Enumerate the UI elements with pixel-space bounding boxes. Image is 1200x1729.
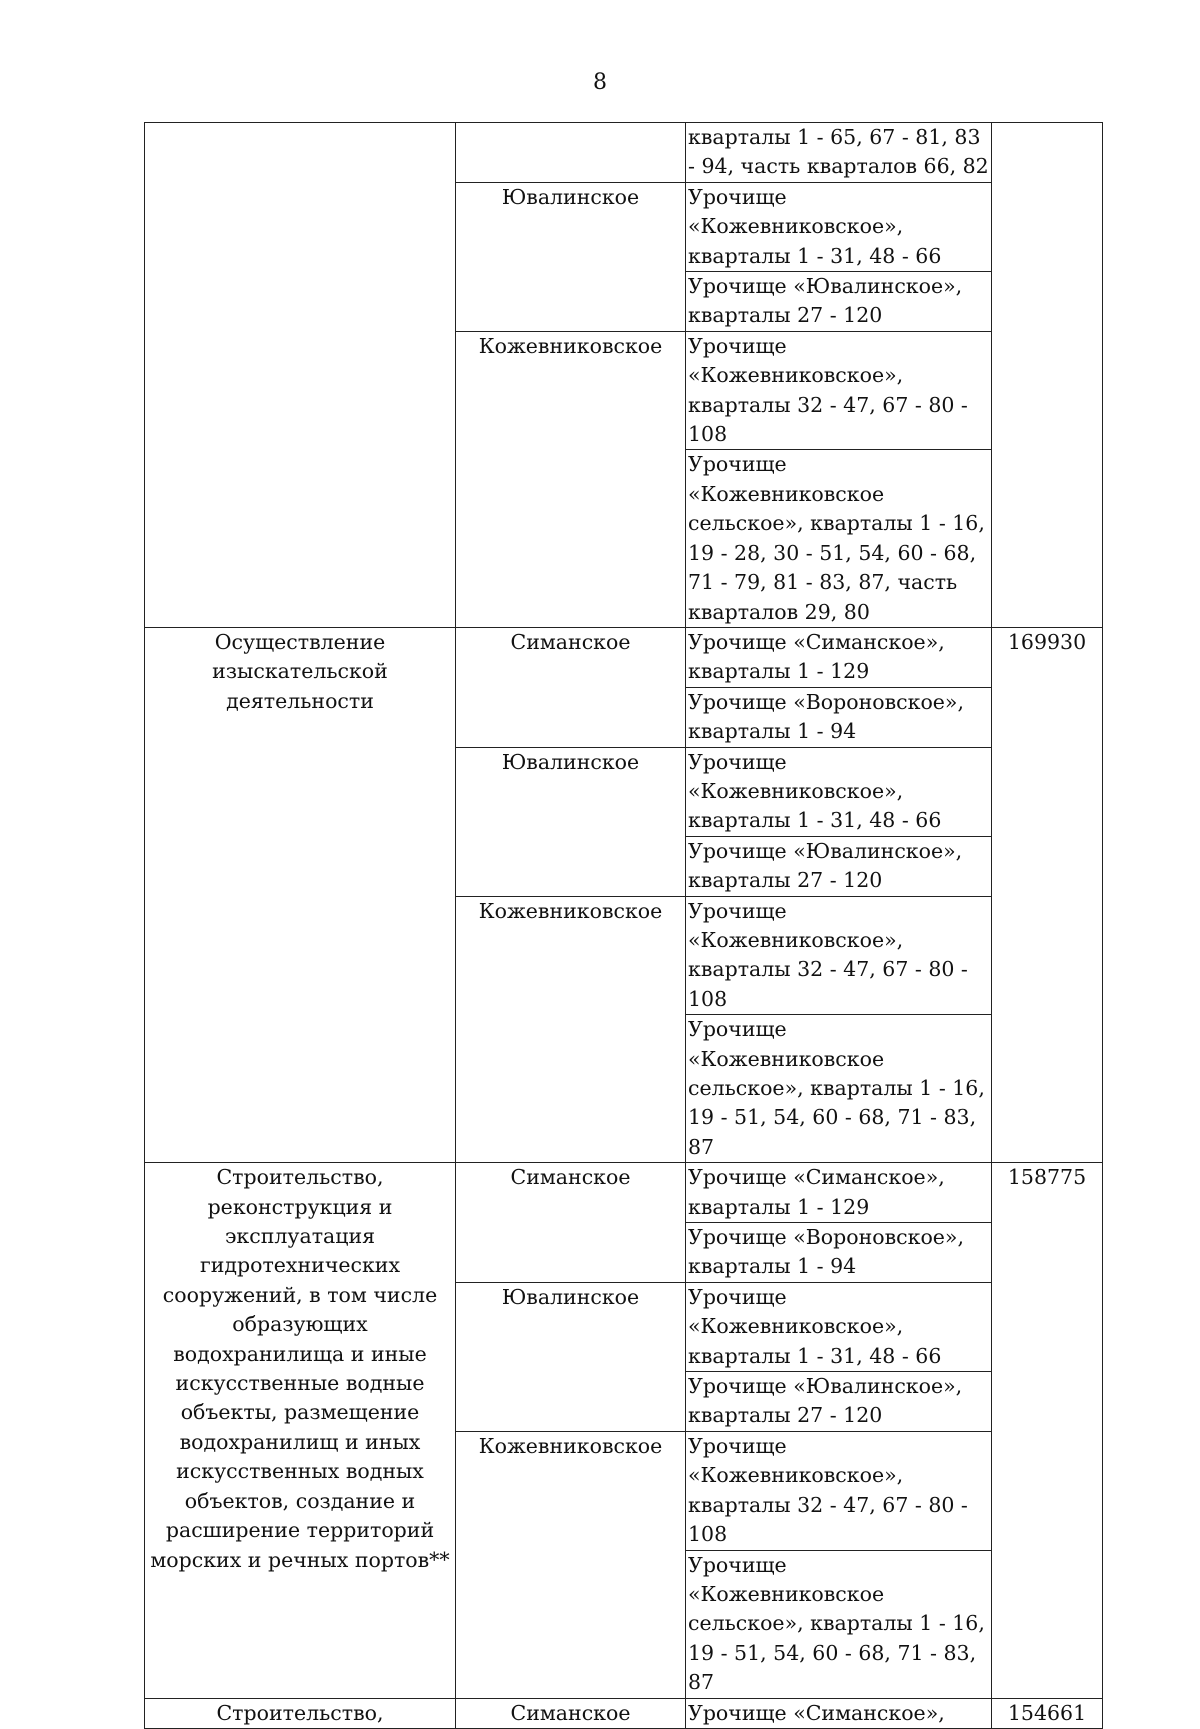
settlement-cell: Симанское xyxy=(456,1163,686,1283)
settlement-cell: Ювалинское xyxy=(456,182,686,331)
page-number: 8 xyxy=(593,70,607,95)
settlement-cell: Ювалинское xyxy=(456,747,686,896)
location-cell: Урочище «Кожевниковское», кварталы 32 - 47, 67 - 80 - 108 xyxy=(686,1431,992,1550)
settlement-cell: Кожевниковское xyxy=(456,1431,686,1698)
location-cell: кварталы 1 - 65, 67 - 81, 83 - 94, часть кварталов 66, 82 xyxy=(686,123,992,183)
location-cell: Урочище «Кожевниковское сельское», кварталы 1 - 16, 19 - 28, 30 - 51, 54, 60 - 68, 71 - 79, 81 - 83, 87, часть кварталов 29, 80 xyxy=(686,450,992,627)
area-cell: 158775 xyxy=(992,1163,1103,1698)
location-cell: Урочище «Кожевниковское», кварталы 32 - 47, 67 - 80 - 108 xyxy=(686,896,992,1015)
activity-cell: Строительство, xyxy=(145,1698,456,1728)
location-cell: Урочище «Кожевниковское сельское», кварталы 1 - 16, 19 - 51, 54, 60 - 68, 71 - 83, 87 xyxy=(686,1550,992,1698)
location-cell: Урочище «Вороновское», кварталы 1 - 94 xyxy=(686,1223,992,1283)
location-cell: Урочище «Кожевниковское сельское», кварталы 1 - 16, 19 - 51, 54, 60 - 68, 71 - 83, 87 xyxy=(686,1015,992,1163)
activity-cell xyxy=(145,123,456,628)
area-cell: 169930 xyxy=(992,627,1103,1162)
area-cell: 154661 xyxy=(992,1698,1103,1728)
table-row xyxy=(145,1163,1103,1223)
settlement-cell: Симанское xyxy=(456,627,686,747)
table-row xyxy=(145,123,1103,183)
location-cell: Урочище «Ювалинское», кварталы 27 - 120 xyxy=(686,1372,992,1432)
settlement-cell: Кожевниковское xyxy=(456,896,686,1163)
location-cell: Урочище «Кожевниковское», кварталы 1 - 31, 48 - 66 xyxy=(686,1282,992,1371)
table-row xyxy=(145,1698,1103,1728)
table-row xyxy=(145,627,1103,687)
location-cell: Урочище «Симанское», кварталы 1 - 129 xyxy=(686,627,992,687)
location-cell: Урочище «Симанское», xyxy=(686,1698,992,1728)
settlement-cell: Кожевниковское xyxy=(456,331,686,627)
location-cell: Урочище «Кожевниковское», кварталы 32 - 47, 67 - 80 - 108 xyxy=(686,331,992,450)
settlement-cell: Симанское xyxy=(456,1698,686,1728)
location-cell: Урочище «Вороновское», кварталы 1 - 94 xyxy=(686,687,992,747)
activity-cell: Строительство, реконструкция и эксплуатация гидротехнических сооружений, в том числе образующих водохранилища и иные искусственные водные объекты, размещение водохранилищ и иных искусственных водных объектов, создание и расширение территорий морских и речных портов** xyxy=(145,1163,456,1698)
location-cell: Урочище «Ювалинское», кварталы 27 - 120 xyxy=(686,836,992,896)
settlement-cell: Ювалинское xyxy=(456,1282,686,1431)
activity-cell: Осуществление изыскательской деятельности xyxy=(145,627,456,1162)
location-cell: Урочище «Симанское», кварталы 1 - 129 xyxy=(686,1163,992,1223)
zones-table xyxy=(144,122,1103,1729)
settlement-cell xyxy=(456,123,686,183)
location-cell: Урочище «Кожевниковское», кварталы 1 - 31, 48 - 66 xyxy=(686,747,992,836)
location-cell: Урочище «Кожевниковское», кварталы 1 - 31, 48 - 66 xyxy=(686,182,992,271)
location-cell: Урочище «Ювалинское», кварталы 27 - 120 xyxy=(686,272,992,332)
area-cell xyxy=(992,123,1103,628)
